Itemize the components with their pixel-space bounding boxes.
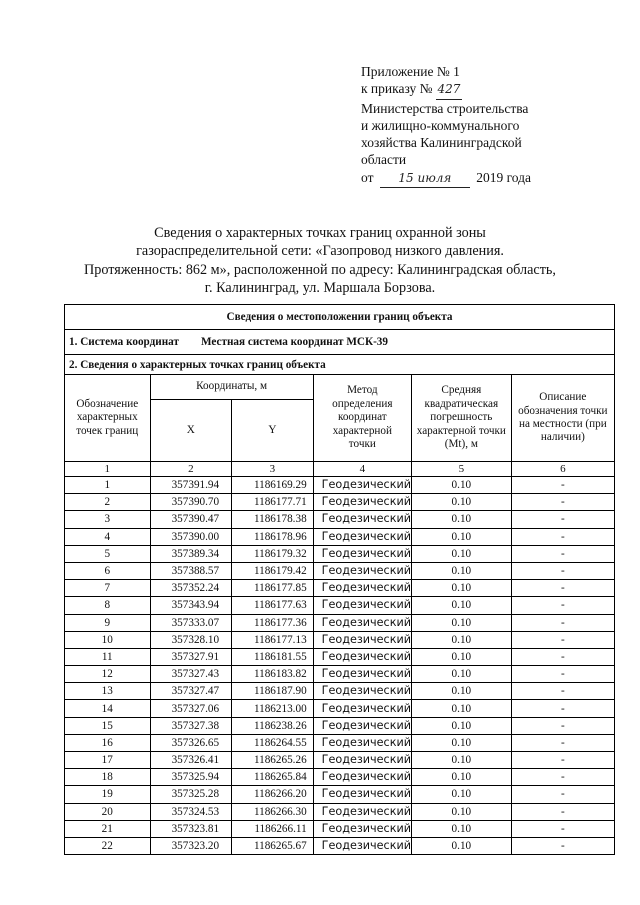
col-number-2: 2 <box>150 462 232 477</box>
point-number-cell: 3 <box>65 511 151 528</box>
appendix-block <box>361 63 531 188</box>
coord-y-cell: 1186179.32 <box>232 545 314 562</box>
section2-title: 2. Сведения о характерных точках границ объекта <box>65 355 615 375</box>
error-cell: 0.10 <box>412 545 512 562</box>
coord-x-cell: 357328.10 <box>150 631 232 648</box>
coord-y-cell: 1186169.29 <box>232 477 314 494</box>
method-cell: Геодезический <box>313 752 411 769</box>
method-cell: Геодезический <box>313 837 411 854</box>
table-row <box>65 580 615 597</box>
coord-x-cell: 357327.47 <box>150 683 232 700</box>
table-row <box>65 648 615 665</box>
col-number-5: 5 <box>412 462 512 477</box>
error-cell: 0.10 <box>412 769 512 786</box>
point-number-cell: 12 <box>65 666 151 683</box>
title-line-1: Сведения о характерных точках границ охранной зоны <box>154 225 486 241</box>
coord-y-cell: 1186179.42 <box>232 562 314 579</box>
description-cell: - <box>511 666 614 683</box>
description-cell: - <box>511 580 614 597</box>
description-cell: - <box>511 786 614 803</box>
coord-y-cell: 1186177.13 <box>232 631 314 648</box>
table-row <box>65 631 615 648</box>
table-row <box>65 477 615 494</box>
error-cell: 0.10 <box>412 803 512 820</box>
coord-y-cell: 1186183.82 <box>232 666 314 683</box>
coord-y-cell: 1186213.00 <box>232 700 314 717</box>
description-cell: - <box>511 477 614 494</box>
method-cell: Геодезический <box>313 631 411 648</box>
date-suffix: 2019 года <box>476 169 532 185</box>
error-cell: 0.10 <box>412 717 512 734</box>
coord-y-cell: 1186265.84 <box>232 769 314 786</box>
coord-x-cell: 357390.00 <box>150 528 232 545</box>
table-header-row <box>65 305 615 330</box>
coord-y-cell: 1186181.55 <box>232 648 314 665</box>
error-cell: 0.10 <box>412 494 512 511</box>
table-row <box>65 734 615 751</box>
method-cell: Геодезический <box>313 786 411 803</box>
coord-x-cell: 357327.43 <box>150 666 232 683</box>
description-cell: - <box>511 752 614 769</box>
col-x-header: X <box>150 400 232 462</box>
point-number-cell: 13 <box>65 683 151 700</box>
error-cell: 0.10 <box>412 580 512 597</box>
ministry-line-3: хозяйства Калининградской <box>361 135 522 151</box>
point-number-cell: 10 <box>65 631 151 648</box>
coord-y-cell: 1186178.96 <box>232 528 314 545</box>
point-number-cell: 6 <box>65 562 151 579</box>
col-desc-header: Описание обозначения точки на местности (при наличии) <box>511 375 614 462</box>
description-cell: - <box>511 803 614 820</box>
coord-x-cell: 357390.47 <box>150 511 232 528</box>
document-title <box>60 224 580 298</box>
section2-row <box>65 355 615 375</box>
error-cell: 0.10 <box>412 597 512 614</box>
coord-y-cell: 1186238.26 <box>232 717 314 734</box>
coord-x-cell: 357326.65 <box>150 734 232 751</box>
coord-x-cell: 357327.38 <box>150 717 232 734</box>
error-cell: 0.10 <box>412 837 512 854</box>
description-cell: - <box>511 820 614 837</box>
column-header-row-1 <box>65 375 615 400</box>
point-number-cell: 22 <box>65 837 151 854</box>
date-line <box>361 169 531 188</box>
table-row <box>65 717 615 734</box>
point-number-cell: 19 <box>65 786 151 803</box>
method-cell: Геодезический <box>313 614 411 631</box>
coord-x-cell: 357326.41 <box>150 752 232 769</box>
coord-y-cell: 1186265.26 <box>232 752 314 769</box>
col-method-header: Метод определения координат характерной точки <box>313 375 411 462</box>
coord-y-cell: 1186177.85 <box>232 580 314 597</box>
coord-x-cell: 357391.94 <box>150 477 232 494</box>
error-cell: 0.10 <box>412 528 512 545</box>
table-row <box>65 700 615 717</box>
method-cell: Геодезический <box>313 528 411 545</box>
error-cell: 0.10 <box>412 648 512 665</box>
order-line <box>361 80 531 99</box>
col-point-header: Обозначение характерных точек границ <box>65 375 151 462</box>
description-cell: - <box>511 562 614 579</box>
col-error-header: Средняя квадратическая погрешность характерной точки (Mt), м <box>412 375 512 462</box>
description-cell: - <box>511 700 614 717</box>
point-number-cell: 21 <box>65 820 151 837</box>
point-number-cell: 4 <box>65 528 151 545</box>
coord-x-cell: 357333.07 <box>150 614 232 631</box>
order-number-handwritten: 427 <box>436 81 462 99</box>
point-number-cell: 11 <box>65 648 151 665</box>
table-row <box>65 562 615 579</box>
table-row <box>65 820 615 837</box>
description-cell: - <box>511 528 614 545</box>
description-cell: - <box>511 648 614 665</box>
description-cell: - <box>511 614 614 631</box>
error-cell: 0.10 <box>412 631 512 648</box>
table-row <box>65 511 615 528</box>
coord-x-cell: 357325.94 <box>150 769 232 786</box>
point-number-cell: 20 <box>65 803 151 820</box>
point-number-cell: 1 <box>65 477 151 494</box>
table-row <box>65 528 615 545</box>
col-y-header: Y <box>232 400 314 462</box>
description-cell: - <box>511 511 614 528</box>
col-coords-header: Координаты, м <box>150 375 313 400</box>
coord-x-cell: 357352.24 <box>150 580 232 597</box>
title-line-2: газораспределительной сети: «Газопровод низкого давления. <box>136 243 504 260</box>
description-cell: - <box>511 837 614 854</box>
error-cell: 0.10 <box>412 666 512 683</box>
table-row <box>65 545 615 562</box>
table-row <box>65 752 615 769</box>
coord-y-cell: 1186177.36 <box>232 614 314 631</box>
method-cell: Геодезический <box>313 666 411 683</box>
title-line-3: Протяженность: 862 м», расположенной по адресу: Калининградская область, <box>84 261 556 278</box>
col-number-6: 6 <box>511 462 614 477</box>
coord-y-cell: 1186177.71 <box>232 494 314 511</box>
coord-x-cell: 357327.91 <box>150 648 232 665</box>
point-number-cell: 16 <box>65 734 151 751</box>
point-number-cell: 17 <box>65 752 151 769</box>
description-cell: - <box>511 631 614 648</box>
method-cell: Геодезический <box>313 769 411 786</box>
error-cell: 0.10 <box>412 683 512 700</box>
point-number-cell: 5 <box>65 545 151 562</box>
method-cell: Геодезический <box>313 648 411 665</box>
description-cell: - <box>511 597 614 614</box>
coord-y-cell: 1186264.55 <box>232 734 314 751</box>
point-number-cell: 7 <box>65 580 151 597</box>
error-cell: 0.10 <box>412 752 512 769</box>
coord-system-label: 1. Система координат <box>69 336 179 348</box>
error-cell: 0.10 <box>412 734 512 751</box>
description-cell: - <box>511 545 614 562</box>
method-cell: Геодезический <box>313 803 411 820</box>
error-cell: 0.10 <box>412 511 512 528</box>
coord-x-cell: 357389.34 <box>150 545 232 562</box>
point-number-cell: 18 <box>65 769 151 786</box>
error-cell: 0.10 <box>412 477 512 494</box>
table-row <box>65 837 615 854</box>
error-cell: 0.10 <box>412 700 512 717</box>
appendix-title: Приложение № 1 <box>361 64 460 79</box>
coord-y-cell: 1186177.63 <box>232 597 314 614</box>
method-cell: Геодезический <box>313 494 411 511</box>
method-cell: Геодезический <box>313 562 411 579</box>
col-number-1: 1 <box>65 462 151 477</box>
method-cell: Геодезический <box>313 477 411 494</box>
error-cell: 0.10 <box>412 786 512 803</box>
method-cell: Геодезический <box>313 597 411 614</box>
point-number-cell: 9 <box>65 614 151 631</box>
point-number-cell: 2 <box>65 494 151 511</box>
coord-x-cell: 357323.20 <box>150 837 232 854</box>
ministry-line-1: Министерства строительства <box>361 100 529 116</box>
coord-y-cell: 1186265.67 <box>232 837 314 854</box>
point-number-cell: 15 <box>65 717 151 734</box>
description-cell: - <box>511 734 614 751</box>
description-cell: - <box>511 683 614 700</box>
method-cell: Геодезический <box>313 734 411 751</box>
boundary-points-table <box>64 304 615 855</box>
method-cell: Геодезический <box>313 511 411 528</box>
title-line-4: г. Калининград, ул. Маршала Борзова. <box>204 280 436 297</box>
table-row <box>65 769 615 786</box>
coord-x-cell: 357388.57 <box>150 562 232 579</box>
description-cell: - <box>511 494 614 511</box>
method-cell: Геодезический <box>313 580 411 597</box>
table-row <box>65 666 615 683</box>
table-header: Сведения о местоположении границ объекта <box>65 305 615 330</box>
coord-x-cell: 357343.94 <box>150 597 232 614</box>
coord-x-cell: 357390.70 <box>150 494 232 511</box>
table-row <box>65 614 615 631</box>
point-number-cell: 8 <box>65 597 151 614</box>
coord-system-value: Местная система координат МСК-39 <box>200 336 388 348</box>
method-cell: Геодезический <box>313 700 411 717</box>
coord-x-cell: 357325.28 <box>150 786 232 803</box>
coord-x-cell: 357324.53 <box>150 803 232 820</box>
method-cell: Геодезический <box>313 820 411 837</box>
table-row <box>65 494 615 511</box>
coord-x-cell: 357327.06 <box>150 700 232 717</box>
coord-system-row <box>65 330 615 355</box>
coord-y-cell: 1186266.11 <box>232 820 314 837</box>
coord-x-cell: 357323.81 <box>150 820 232 837</box>
col-number-3: 3 <box>232 462 314 477</box>
column-number-row <box>65 462 615 477</box>
error-cell: 0.10 <box>412 820 512 837</box>
coord-y-cell: 1186266.20 <box>232 786 314 803</box>
table-row <box>65 803 615 820</box>
order-prefix: к приказу № <box>361 81 433 97</box>
point-number-cell: 14 <box>65 700 151 717</box>
coord-y-cell: 1186187.90 <box>232 683 314 700</box>
method-cell: Геодезический <box>313 545 411 562</box>
coord-y-cell: 1186266.30 <box>232 803 314 820</box>
method-cell: Геодезический <box>313 717 411 734</box>
error-cell: 0.10 <box>412 562 512 579</box>
method-cell: Геодезический <box>313 683 411 700</box>
date-prefix: от <box>361 169 374 185</box>
error-cell: 0.10 <box>412 614 512 631</box>
ministry-line-4: области <box>361 152 407 168</box>
date-handwritten: 15 июля <box>380 170 470 188</box>
col-number-4: 4 <box>313 462 411 477</box>
description-cell: - <box>511 769 614 786</box>
table-row <box>65 683 615 700</box>
table-row <box>65 597 615 614</box>
coord-y-cell: 1186178.38 <box>232 511 314 528</box>
ministry-line-2: и жилищно-коммунального <box>361 117 520 133</box>
table-row <box>65 786 615 803</box>
description-cell: - <box>511 717 614 734</box>
